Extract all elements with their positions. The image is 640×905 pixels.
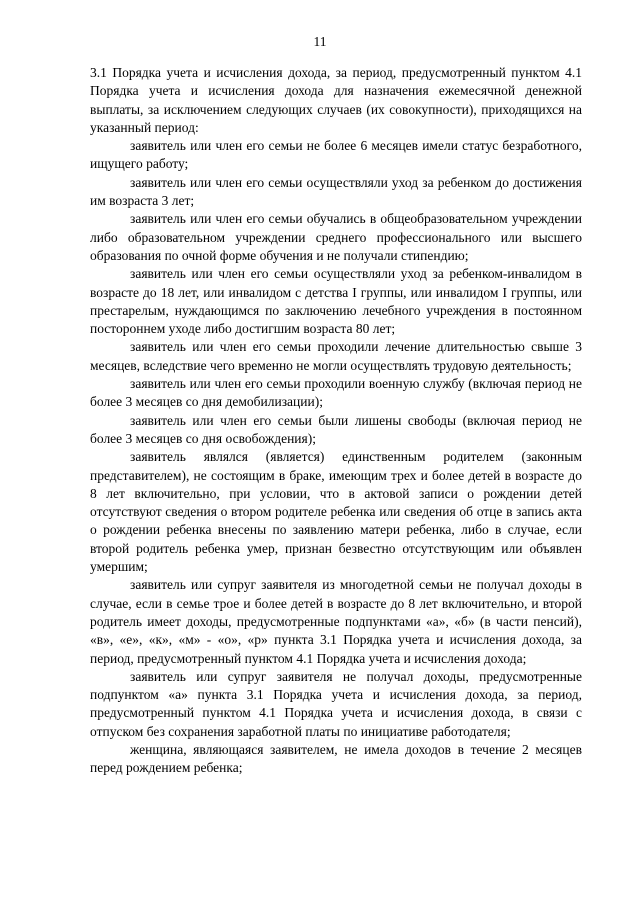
paragraph-disabled-care: заявитель или член его семьи осуществляли уход за ребенком-инвалидом в возрасте до 18 лет, или инвалидом с детства I группы, или инвалидом I группы, или престарелым, нуждающимся по заключению лечебного учреждения в постоянном постороннем уходе либо достигшим возраста 80 лет; [90, 266, 582, 337]
paragraph-intro: 3.1 Порядка учета и исчисления дохода, за период, предусмотренный пунктом 4.1 Порядка учета и исчисления дохода для назначения ежемесячной денежной выплаты, за исключением следующих случаев (их совокупности), приходящихся на указанный период: [90, 65, 582, 135]
document-body [90, 64, 582, 778]
paragraph-pregnancy: женщина, являющаяся заявителем, не имела доходов в течение 2 месяцев перед рождением ребенка; [90, 741, 582, 776]
paragraph-military: заявитель или член его семьи проходили военную службу (включая период не более 3 месяцев со дня демобилизации); [90, 376, 582, 410]
paragraph-unpaid-leave: заявитель или супруг заявителя не получал доходы, предусмотренные подпунктом «а» пункта 3.1 Порядка учета и исчисления дохода, за период, предусмотренный пунктом 4.1 Порядка учета и исчисления дохода, в связи с отпуском без сохранения заработной платы по инициативе работодателя; [90, 668, 582, 739]
page-number: 11 [313, 34, 327, 49]
paragraph-childcare: заявитель или член его семьи осуществляли уход за ребенком до достижения им возраста 3 лет; [90, 174, 582, 209]
paragraph-large-family: заявитель или супруг заявителя из многодетной семьи не получал доходы в случае, если в семье трое и более детей в возрасте до 8 лет включительно, и второй родитель имеет доходы, предусмотренные подпунктами «а», «б» (в части пенсий), «в», «е», «к», «м» - «о», «р» пункта 3.1 Порядка учета и исчисления дохода, за период, предусмотренный пунктом 4.1 Порядка учета и исчисления дохода; [90, 577, 582, 666]
paragraph-education: заявитель или член его семьи обучались в общеобразовательном учреждении либо образовательном учреждении среднего профессионального или высшего образования по очной форме обучения и не получали стипендию; [90, 211, 582, 263]
paragraph-single-parent: заявитель являлся (является) единственным родителем (законным представителем), не состоящим в браке, имеющим трех и более детей в возрасте до 8 лет включительно, при условии, что в актовой записи о рождении детей отсутствуют сведения о втором родителе ребенка или сведения об отце в запись акта о рождении ребенка внесены по заявлению матери ребенка, либо в случае, если второй родитель ребенка умер, признан безвестно отсутствующим или объявлен умершим; [90, 449, 582, 575]
paragraph-imprisonment: заявитель или член его семьи были лишены свободы (включая период не более 3 месяцев со дня освобождения); [90, 412, 582, 446]
paragraph-treatment: заявитель или член его семьи проходили лечение длительностью свыше 3 месяцев, вследствие чего временно не могли осуществлять трудовую деятельность; [90, 339, 582, 373]
paragraph-unemployed: заявитель или член его семьи не более 6 месяцев имели статус безработного, ищущего работу; [90, 138, 582, 172]
